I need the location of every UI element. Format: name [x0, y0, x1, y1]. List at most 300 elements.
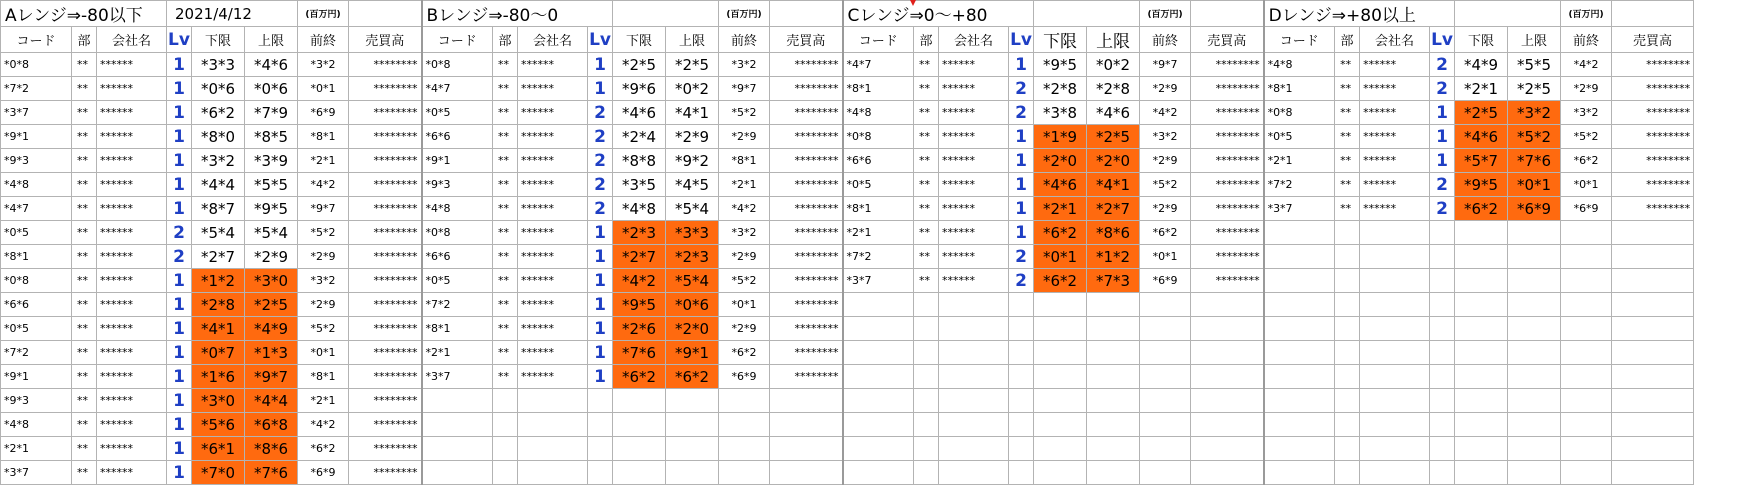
cell-close[interactable]: *4*2 [719, 197, 770, 221]
cell-hi[interactable]: *8*6 [245, 437, 298, 461]
cell-bu[interactable]: ** [72, 461, 97, 485]
empty-cell[interactable] [1009, 317, 1034, 341]
cell-hi[interactable]: *4*4 [245, 389, 298, 413]
cell-vol[interactable]: ******** [1612, 125, 1694, 149]
cell-lo[interactable]: *8*0 [192, 125, 245, 149]
empty-cell[interactable] [843, 365, 914, 389]
cell-bu[interactable]: ** [72, 317, 97, 341]
blank-cell[interactable] [1191, 1, 1264, 27]
empty-cell[interactable] [493, 413, 518, 437]
cell-lv[interactable]: 1 [588, 365, 613, 389]
cell-name[interactable]: ****** [97, 245, 167, 269]
cell-lo[interactable]: *4*6 [613, 101, 666, 125]
cell-vol[interactable]: ******** [770, 341, 843, 365]
cell-hi[interactable]: *9*2 [666, 149, 719, 173]
cell-lv[interactable]: 1 [588, 245, 613, 269]
cell-code[interactable]: *4*8 [422, 197, 493, 221]
cell-name[interactable]: ****** [518, 77, 588, 101]
blank-cell[interactable] [1455, 1, 1561, 27]
cell-lv[interactable]: 2 [588, 149, 613, 173]
empty-cell[interactable] [770, 461, 843, 485]
cell-vol[interactable]: ******** [1612, 101, 1694, 125]
cell-lv[interactable]: 1 [167, 317, 192, 341]
empty-cell[interactable] [493, 437, 518, 461]
cell-close[interactable]: *2*1 [298, 149, 349, 173]
empty-cell[interactable] [1191, 413, 1264, 437]
cell-lv[interactable]: 2 [1009, 101, 1034, 125]
cell-name[interactable]: ****** [97, 389, 167, 413]
empty-cell[interactable] [1612, 437, 1694, 461]
cell-hi[interactable]: *0*6 [666, 293, 719, 317]
empty-cell[interactable] [1087, 365, 1140, 389]
cell-bu[interactable]: ** [72, 53, 97, 77]
empty-cell[interactable] [1360, 245, 1430, 269]
empty-cell[interactable] [1360, 317, 1430, 341]
empty-cell[interactable] [1140, 293, 1191, 317]
empty-cell[interactable] [518, 461, 588, 485]
empty-cell[interactable] [939, 293, 1009, 317]
cell-hi[interactable]: *8*6 [1087, 221, 1140, 245]
cell-vol[interactable]: ******** [770, 221, 843, 245]
empty-cell[interactable] [1264, 389, 1335, 413]
cell-bu[interactable]: ** [72, 245, 97, 269]
empty-cell[interactable] [1612, 341, 1694, 365]
cell-lv[interactable]: 1 [167, 293, 192, 317]
cell-hi[interactable]: *5*4 [245, 221, 298, 245]
empty-cell[interactable] [1561, 317, 1612, 341]
empty-cell[interactable] [1360, 293, 1430, 317]
cell-code[interactable]: *3*7 [1264, 197, 1335, 221]
cell-lo[interactable]: *8*8 [613, 149, 666, 173]
empty-cell[interactable] [1009, 389, 1034, 413]
cell-lv[interactable]: 1 [1009, 221, 1034, 245]
empty-cell[interactable] [1335, 389, 1360, 413]
empty-cell[interactable] [770, 437, 843, 461]
cell-vol[interactable]: ******** [770, 77, 843, 101]
cell-code[interactable]: *0*8 [422, 221, 493, 245]
cell-name[interactable]: ****** [97, 173, 167, 197]
empty-cell[interactable] [1508, 461, 1561, 485]
cell-bu[interactable]: ** [914, 269, 939, 293]
empty-cell[interactable] [1508, 221, 1561, 245]
cell-code[interactable]: *0*8 [422, 53, 493, 77]
cell-hi[interactable]: *7*6 [245, 461, 298, 485]
cell-lo[interactable]: *2*5 [613, 53, 666, 77]
empty-cell[interactable] [914, 293, 939, 317]
empty-cell[interactable] [1335, 413, 1360, 437]
empty-cell[interactable] [914, 365, 939, 389]
cell-bu[interactable]: ** [1335, 197, 1360, 221]
column-header-code[interactable]: コード [843, 27, 914, 53]
empty-cell[interactable] [588, 413, 613, 437]
cell-name[interactable]: ****** [1360, 149, 1430, 173]
empty-cell[interactable] [613, 437, 666, 461]
cell-name[interactable]: ****** [939, 101, 1009, 125]
empty-cell[interactable] [1455, 269, 1508, 293]
empty-cell[interactable] [1191, 341, 1264, 365]
cell-bu[interactable]: ** [914, 197, 939, 221]
cell-lo[interactable]: *2*1 [1455, 77, 1508, 101]
cell-code[interactable]: *0*8 [1, 53, 72, 77]
empty-cell[interactable] [1335, 317, 1360, 341]
cell-lv[interactable]: 1 [1009, 173, 1034, 197]
empty-cell[interactable] [914, 437, 939, 461]
cell-hi[interactable]: *2*7 [1087, 197, 1140, 221]
cell-lo[interactable]: *2*0 [1034, 149, 1087, 173]
cell-name[interactable]: ****** [97, 365, 167, 389]
cell-close[interactable]: *9*7 [1140, 53, 1191, 77]
empty-cell[interactable] [1455, 461, 1508, 485]
cell-close[interactable]: *6*9 [1140, 269, 1191, 293]
cell-lo[interactable]: *2*6 [613, 317, 666, 341]
cell-lv[interactable]: 1 [167, 197, 192, 221]
empty-cell[interactable] [1508, 269, 1561, 293]
column-header-hi[interactable]: 上限 [1087, 27, 1140, 53]
cell-bu[interactable]: ** [493, 365, 518, 389]
column-header-lo[interactable]: 下限 [1034, 27, 1087, 53]
empty-cell[interactable] [1335, 461, 1360, 485]
cell-name[interactable]: ****** [518, 53, 588, 77]
cell-lv[interactable]: 2 [1430, 77, 1455, 101]
empty-cell[interactable] [1430, 389, 1455, 413]
cell-lo[interactable]: *1*9 [1034, 125, 1087, 149]
cell-lo[interactable]: *4*4 [192, 173, 245, 197]
empty-cell[interactable] [843, 413, 914, 437]
cell-name[interactable]: ****** [97, 269, 167, 293]
cell-vol[interactable]: ******** [1612, 197, 1694, 221]
empty-cell[interactable] [1191, 437, 1264, 461]
empty-cell[interactable] [1335, 221, 1360, 245]
cell-vol[interactable]: ******** [770, 125, 843, 149]
empty-cell[interactable] [914, 389, 939, 413]
cell-code[interactable]: *0*8 [1264, 101, 1335, 125]
cell-close[interactable]: *6*9 [298, 101, 349, 125]
cell-lo[interactable]: *9*5 [613, 293, 666, 317]
cell-lv[interactable]: 2 [167, 245, 192, 269]
cell-close[interactable]: *3*2 [719, 53, 770, 77]
empty-cell[interactable] [770, 413, 843, 437]
cell-vol[interactable]: ******** [1191, 173, 1264, 197]
cell-lv[interactable]: 1 [167, 173, 192, 197]
cell-name[interactable]: ****** [97, 101, 167, 125]
cell-bu[interactable]: ** [493, 101, 518, 125]
cell-code[interactable]: *4*8 [1264, 53, 1335, 77]
cell-close[interactable]: *2*9 [1140, 197, 1191, 221]
cell-lo[interactable]: *0*7 [192, 341, 245, 365]
cell-lv[interactable]: 1 [167, 389, 192, 413]
cell-bu[interactable]: ** [493, 125, 518, 149]
cell-lv[interactable]: 2 [588, 125, 613, 149]
cell-hi[interactable]: *0*6 [245, 77, 298, 101]
empty-cell[interactable] [518, 389, 588, 413]
cell-lo[interactable]: *2*4 [613, 125, 666, 149]
cell-code[interactable]: *4*7 [1, 197, 72, 221]
cell-name[interactable]: ****** [518, 365, 588, 389]
cell-lo[interactable]: *2*8 [192, 293, 245, 317]
cell-lv[interactable]: 2 [1009, 77, 1034, 101]
empty-cell[interactable] [1508, 341, 1561, 365]
cell-lo[interactable]: *1*2 [192, 269, 245, 293]
empty-cell[interactable] [1264, 293, 1335, 317]
cell-bu[interactable]: ** [72, 77, 97, 101]
empty-cell[interactable] [1335, 269, 1360, 293]
cell-hi[interactable]: *2*9 [245, 245, 298, 269]
cell-name[interactable]: ****** [939, 245, 1009, 269]
empty-cell[interactable] [1360, 437, 1430, 461]
empty-cell[interactable] [1264, 461, 1335, 485]
cell-lo[interactable]: *5*6 [192, 413, 245, 437]
cell-vol[interactable]: ******** [349, 437, 422, 461]
empty-cell[interactable] [422, 437, 493, 461]
cell-close[interactable]: *0*1 [1140, 245, 1191, 269]
empty-cell[interactable] [1455, 245, 1508, 269]
cell-name[interactable]: ****** [97, 221, 167, 245]
cell-lv[interactable]: 1 [1430, 149, 1455, 173]
cell-close[interactable]: *6*9 [298, 461, 349, 485]
cell-lv[interactable]: 1 [588, 317, 613, 341]
cell-hi[interactable]: *3*0 [245, 269, 298, 293]
empty-cell[interactable] [1455, 317, 1508, 341]
column-header-name[interactable]: 会社名 [97, 27, 167, 53]
cell-hi[interactable]: *2*5 [245, 293, 298, 317]
cell-lo[interactable]: *3*5 [613, 173, 666, 197]
cell-vol[interactable]: ******** [349, 173, 422, 197]
empty-cell[interactable] [1612, 317, 1694, 341]
cell-vol[interactable]: ******** [1191, 269, 1264, 293]
cell-bu[interactable]: ** [914, 101, 939, 125]
cell-hi[interactable]: *3*3 [666, 221, 719, 245]
cell-name[interactable]: ****** [97, 461, 167, 485]
empty-cell[interactable] [1430, 437, 1455, 461]
empty-cell[interactable] [1140, 461, 1191, 485]
cell-close[interactable]: *8*1 [719, 149, 770, 173]
empty-cell[interactable] [939, 341, 1009, 365]
cell-close[interactable]: *6*2 [1140, 221, 1191, 245]
empty-cell[interactable] [1264, 245, 1335, 269]
cell-name[interactable]: ****** [1360, 173, 1430, 197]
cell-hi[interactable]: *6*8 [245, 413, 298, 437]
cell-close[interactable]: *3*2 [719, 221, 770, 245]
cell-name[interactable]: ****** [939, 173, 1009, 197]
cell-lv[interactable]: 2 [588, 101, 613, 125]
cell-lo[interactable]: *9*5 [1455, 173, 1508, 197]
cell-lo[interactable]: *6*2 [1034, 221, 1087, 245]
cell-code[interactable]: *7*2 [1, 77, 72, 101]
empty-cell[interactable] [1612, 461, 1694, 485]
cell-code[interactable]: *2*1 [422, 341, 493, 365]
cell-name[interactable]: ****** [97, 437, 167, 461]
cell-lo[interactable]: *6*2 [613, 365, 666, 389]
empty-cell[interactable] [422, 389, 493, 413]
cell-name[interactable]: ****** [939, 125, 1009, 149]
column-header-name[interactable]: 会社名 [939, 27, 1009, 53]
empty-cell[interactable] [1360, 221, 1430, 245]
cell-close[interactable]: *4*2 [1140, 101, 1191, 125]
cell-vol[interactable]: ******** [770, 149, 843, 173]
cell-hi[interactable]: *2*9 [666, 125, 719, 149]
empty-cell[interactable] [1264, 317, 1335, 341]
cell-close[interactable]: *6*2 [1561, 149, 1612, 173]
empty-cell[interactable] [1140, 317, 1191, 341]
empty-cell[interactable] [1087, 437, 1140, 461]
empty-cell[interactable] [843, 317, 914, 341]
empty-cell[interactable] [666, 461, 719, 485]
empty-cell[interactable] [1430, 317, 1455, 341]
column-header-lv[interactable]: Lv [588, 27, 613, 53]
column-header-vol[interactable]: 売買高 [1612, 27, 1694, 53]
cell-vol[interactable]: ******** [349, 413, 422, 437]
cell-vol[interactable]: ******** [1191, 77, 1264, 101]
empty-cell[interactable] [914, 413, 939, 437]
empty-cell[interactable] [1264, 341, 1335, 365]
empty-cell[interactable] [1140, 413, 1191, 437]
empty-cell[interactable] [1508, 317, 1561, 341]
cell-name[interactable]: ****** [518, 293, 588, 317]
cell-close[interactable]: *0*1 [1561, 173, 1612, 197]
column-header-vol[interactable]: 売買高 [770, 27, 843, 53]
range-title[interactable]: Dレンジ⇒+80以上 [1264, 1, 1455, 27]
cell-hi[interactable]: *6*2 [666, 365, 719, 389]
empty-cell[interactable] [1360, 461, 1430, 485]
empty-cell[interactable] [1455, 389, 1508, 413]
cell-close[interactable]: *0*1 [719, 293, 770, 317]
cell-lo[interactable]: *8*7 [192, 197, 245, 221]
empty-cell[interactable] [613, 389, 666, 413]
cell-bu[interactable]: ** [72, 101, 97, 125]
column-header-hi[interactable]: 上限 [666, 27, 719, 53]
cell-hi[interactable]: *8*5 [245, 125, 298, 149]
cell-close[interactable]: *2*1 [719, 173, 770, 197]
cell-bu[interactable]: ** [1335, 149, 1360, 173]
empty-cell[interactable] [1612, 389, 1694, 413]
cell-vol[interactable]: ******** [770, 317, 843, 341]
cell-lo[interactable]: *2*7 [613, 245, 666, 269]
empty-cell[interactable] [666, 413, 719, 437]
empty-cell[interactable] [1561, 461, 1612, 485]
empty-cell[interactable] [1561, 221, 1612, 245]
empty-cell[interactable] [1508, 389, 1561, 413]
cell-code[interactable]: *9*3 [1, 149, 72, 173]
empty-cell[interactable] [1034, 365, 1087, 389]
cell-close[interactable]: *6*9 [719, 365, 770, 389]
cell-bu[interactable]: ** [493, 197, 518, 221]
empty-cell[interactable] [1612, 413, 1694, 437]
empty-cell[interactable] [588, 389, 613, 413]
empty-cell[interactable] [1191, 293, 1264, 317]
cell-close[interactable]: *6*2 [298, 437, 349, 461]
cell-vol[interactable]: ******** [770, 365, 843, 389]
cell-vol[interactable]: ******** [770, 173, 843, 197]
column-header-close[interactable]: 前終 [298, 27, 349, 53]
cell-code[interactable]: *4*8 [1, 173, 72, 197]
cell-lo[interactable]: *4*8 [613, 197, 666, 221]
empty-cell[interactable] [939, 317, 1009, 341]
cell-bu[interactable]: ** [1335, 173, 1360, 197]
empty-cell[interactable] [939, 365, 1009, 389]
cell-vol[interactable]: ******** [349, 365, 422, 389]
unit-label[interactable]: (百万円) [298, 1, 349, 27]
cell-hi[interactable]: *4*5 [666, 173, 719, 197]
cell-lv[interactable]: 1 [588, 77, 613, 101]
cell-code[interactable]: *9*1 [1, 125, 72, 149]
cell-lo[interactable]: *2*1 [1034, 197, 1087, 221]
cell-close[interactable]: *8*1 [298, 125, 349, 149]
cell-vol[interactable]: ******** [1612, 77, 1694, 101]
cell-lv[interactable]: 1 [1009, 53, 1034, 77]
empty-cell[interactable] [1335, 293, 1360, 317]
empty-cell[interactable] [588, 437, 613, 461]
cell-lv[interactable]: 1 [167, 101, 192, 125]
column-header-close[interactable]: 前終 [1561, 27, 1612, 53]
cell-lo[interactable]: *4*1 [192, 317, 245, 341]
cell-hi[interactable]: *4*6 [1087, 101, 1140, 125]
cell-lv[interactable]: 1 [167, 125, 192, 149]
cell-lv[interactable]: 1 [588, 293, 613, 317]
empty-cell[interactable] [1034, 413, 1087, 437]
cell-name[interactable]: ****** [97, 149, 167, 173]
empty-cell[interactable] [1264, 365, 1335, 389]
empty-cell[interactable] [1455, 437, 1508, 461]
cell-code[interactable]: *3*7 [843, 269, 914, 293]
column-header-lo[interactable]: 下限 [613, 27, 666, 53]
cell-close[interactable]: *5*2 [719, 101, 770, 125]
cell-hi[interactable]: *0*2 [666, 77, 719, 101]
cell-close[interactable]: *5*2 [298, 221, 349, 245]
cell-vol[interactable]: ******** [1191, 245, 1264, 269]
empty-cell[interactable] [1455, 413, 1508, 437]
empty-cell[interactable] [1455, 221, 1508, 245]
empty-cell[interactable] [939, 389, 1009, 413]
cell-lo[interactable]: *3*3 [192, 53, 245, 77]
cell-vol[interactable]: ******** [349, 461, 422, 485]
cell-close[interactable]: *3*2 [1561, 101, 1612, 125]
empty-cell[interactable] [1264, 413, 1335, 437]
cell-code[interactable]: *0*5 [1, 221, 72, 245]
cell-code[interactable]: *2*1 [843, 221, 914, 245]
cell-name[interactable]: ****** [97, 413, 167, 437]
column-header-close[interactable]: 前終 [719, 27, 770, 53]
cell-lo[interactable]: *0*1 [1034, 245, 1087, 269]
cell-close[interactable]: *4*2 [1561, 53, 1612, 77]
column-header-name[interactable]: 会社名 [1360, 27, 1430, 53]
cell-code[interactable]: *0*5 [422, 101, 493, 125]
column-header-vol[interactable]: 売買高 [349, 27, 422, 53]
cell-lv[interactable]: 2 [588, 173, 613, 197]
cell-code[interactable]: *7*2 [422, 293, 493, 317]
cell-lv[interactable]: 1 [588, 341, 613, 365]
cell-code[interactable]: *3*7 [1, 101, 72, 125]
cell-hi[interactable]: *5*2 [1508, 125, 1561, 149]
cell-code[interactable]: *7*2 [1, 341, 72, 365]
cell-vol[interactable]: ******** [1191, 53, 1264, 77]
cell-close[interactable]: *0*1 [298, 341, 349, 365]
cell-lv[interactable]: 1 [167, 269, 192, 293]
cell-lo[interactable]: *4*2 [613, 269, 666, 293]
cell-code[interactable]: *8*1 [843, 197, 914, 221]
cell-code[interactable]: *9*1 [422, 149, 493, 173]
empty-cell[interactable] [939, 461, 1009, 485]
cell-bu[interactable]: ** [914, 53, 939, 77]
empty-cell[interactable] [1264, 437, 1335, 461]
cell-lo[interactable]: *6*1 [192, 437, 245, 461]
cell-hi[interactable]: *5*5 [1508, 53, 1561, 77]
cell-name[interactable]: ****** [97, 197, 167, 221]
cell-bu[interactable]: ** [914, 221, 939, 245]
column-header-bu[interactable]: 部 [1335, 27, 1360, 53]
cell-lv[interactable]: 2 [588, 197, 613, 221]
column-header-vol[interactable]: 売買高 [1191, 27, 1264, 53]
cell-vol[interactable]: ******** [349, 149, 422, 173]
